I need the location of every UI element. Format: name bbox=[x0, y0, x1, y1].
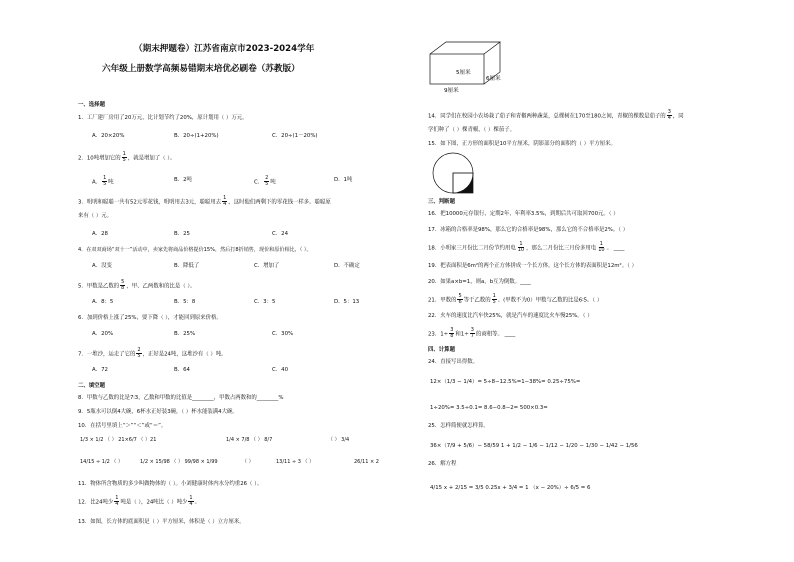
question-5: 5．甲数是乙数的 $\frac{5}{8}$ ，甲、乙两数和的比是（ ）。 bbox=[78, 279, 196, 292]
q2-fraction: $\frac{1}{5}$ bbox=[122, 151, 126, 164]
question-11: 11．物体所含物质的多少叫做物体的（ ）。小刘健康时体内水分约重26（ ）。 bbox=[78, 481, 263, 487]
q3-option-c: C．24 bbox=[272, 231, 289, 237]
q7-option-c: C．40 bbox=[272, 367, 289, 373]
question-10: 10．在括号里填上“＞”“＜”或“＝”。 bbox=[78, 423, 167, 429]
question-3: 3．明明和聪聪一共有52元零花钱，明明用去3元，聪聪用去 $\frac{1}{4}$ ，这时他们两剩下的零花钱一样多。聪聪原 bbox=[78, 195, 331, 208]
q10-row2-a: 14/15 ÷ 1/2 （ ） bbox=[80, 459, 124, 465]
page-title-line2: 六年级上册数学高频易错期末培优必刷卷（苏教版） bbox=[102, 64, 300, 74]
question-19: 19．把表面积是6m²的两个正方体拼成一个长方体，这个长方体的表面积是12m²。（ ） bbox=[428, 263, 637, 269]
q10-row2-c: （ ） bbox=[242, 459, 254, 465]
q18-fraction-2: $\frac{1}{10}$ bbox=[598, 241, 605, 254]
q10-row2-d: 13/11 ÷ 3 （ ） bbox=[276, 459, 315, 465]
question-3-line2: 来有（ ）元。 bbox=[78, 213, 113, 219]
q2-option-d: D．1吨 bbox=[334, 177, 353, 183]
q5-option-c: C．3：5 bbox=[254, 299, 276, 305]
q2-option-c: C． $\frac{2}{5}$ 吨 bbox=[254, 175, 276, 188]
section-heading-choice: 一、选择题 bbox=[78, 102, 105, 108]
q12-fraction-2: $\frac{1}{4}$ bbox=[189, 495, 193, 508]
cuboid-front-face bbox=[430, 54, 484, 84]
q6-option-c: C．30% bbox=[272, 331, 294, 337]
q14-fraction: $\frac{3}{4}$ bbox=[667, 109, 671, 122]
question-16: 16．把10000元存银行，定期2年，年利率3.5%，到期后共可取回700元。（ ） bbox=[428, 211, 619, 217]
q6-option-b: B．25% bbox=[174, 331, 196, 337]
question-23: 23．1÷ $\frac{3}{8}$ 和1÷ $\frac{3}{7}$ 的商相等。 ____ bbox=[428, 327, 516, 340]
cuboid-figure bbox=[428, 38, 518, 100]
question-13: 13．如图，长方体的底面积是（ ）平方厘米，体积是（ ）立方厘米。 bbox=[78, 519, 245, 525]
q5-option-d: D．5：13 bbox=[334, 299, 360, 305]
question-17: 17．冰箱的合格率是98%，那么它的合格率是98%，那么它的不合格率是2%。（ ） bbox=[428, 227, 629, 233]
q10-row1-c: （ ） 3/4 bbox=[328, 437, 350, 443]
question-21: 21．甲数的 $\frac{5}{6}$ 等于乙数的 $\frac{1}{5}$ 。(甲数不为0）甲数与乙数的比是6∶5。（ ） bbox=[428, 293, 603, 306]
q5-option-a: A．8：5 bbox=[92, 299, 114, 305]
q10-row1-a: 1/3 × 1/2 （ ） 21×6/7 （ ）21 bbox=[80, 437, 157, 443]
question-20: 20．如果a×b=1，则a，b互为倒数。____ bbox=[428, 279, 531, 285]
q4-option-c: C．增加了 bbox=[254, 263, 280, 269]
cuboid-height-label: 5厘米 bbox=[456, 70, 471, 76]
question-15: 15．如下图，正方形的面积是10平方厘米，阴影部分的面积约（ ）平方厘米。 bbox=[428, 141, 616, 147]
q10-row2-b: 1/2 × 15/98 （ ） 99/98 × 1/99 bbox=[140, 459, 218, 465]
question-8: 8．甲数与乙数的比是7∶3，乙数和甲数的比值是________，甲数占两数和的________% bbox=[78, 395, 284, 401]
page-title-line1: （期末押题卷）江苏省南京市2023-2024学年 bbox=[134, 44, 315, 54]
q3-fraction: $\frac{1}{4}$ bbox=[223, 195, 227, 208]
q12-fraction-1: $\frac{1}{4}$ bbox=[115, 495, 119, 508]
q7-option-b: B．64 bbox=[174, 367, 190, 373]
circle-square-figure bbox=[430, 150, 476, 196]
section-heading-fill: 二、填空题 bbox=[78, 383, 105, 389]
q2-text-post: ，就是增加了（ ）。 bbox=[127, 155, 176, 162]
q4-option-b: B．降低了 bbox=[174, 263, 200, 269]
question-1: 1．工厂建厂房用了20万元，比计划节约了20%，原计划用（ ）万元。 bbox=[78, 115, 248, 121]
q18-fraction-1: $\frac{1}{10}$ bbox=[517, 241, 525, 254]
q1-option-b: B．20÷(1+20%) bbox=[174, 133, 219, 139]
q21-fraction-2: $\frac{1}{5}$ bbox=[492, 293, 496, 306]
q23-fraction-1: $\frac{3}{8}$ bbox=[450, 327, 454, 340]
section-heading-judge: 三、判断题 bbox=[428, 199, 455, 205]
question-14-line2: 学们种了（ ）棵青椒，（ ）棵茄子。 bbox=[428, 127, 515, 133]
question-14: 14．同学们在校园小农场栽了茄子和青椒两种蔬菜，总棵树在170至180之间，青椒的棵数是茄子的 $\frac{3}{4}$ ，同 bbox=[428, 109, 684, 122]
question-9: 9．5瓶水可以倒4大碗，6杯水正好装3碗，（ ）杯水能装满4大碗。 bbox=[78, 409, 238, 415]
q10-row2-e: 26/11 × 2 bbox=[354, 459, 379, 465]
q3-option-b: B．25 bbox=[174, 231, 190, 237]
question-26: 26．解方程 bbox=[428, 461, 457, 467]
q1-option-c: C．20÷(1－20%) bbox=[272, 133, 318, 139]
q7-option-a: A．72 bbox=[92, 367, 108, 373]
cuboid-width-label: 6厘米 bbox=[486, 76, 501, 82]
q5-fraction: $\frac{5}{8}$ bbox=[121, 279, 125, 292]
cuboid-top-face bbox=[430, 42, 500, 54]
q4-option-d: D．不确定 bbox=[334, 263, 360, 269]
q1-option-a: A．20×20% bbox=[92, 133, 125, 139]
q2-option-a: A． $\frac{1}{5}$ 吨 bbox=[92, 175, 114, 188]
question-24: 24．直接写出得数。 bbox=[428, 359, 478, 365]
q2-option-b: B．2吨 bbox=[174, 177, 192, 183]
cuboid-length-label: 9厘米 bbox=[444, 88, 459, 94]
question-4: 4．在双双商场“双十一”活动中，卖家先将商品价格提价15%，然后打8折销售，现价和原价相比，（ ）。 bbox=[78, 247, 312, 253]
q5-option-b: B．5：8 bbox=[174, 299, 196, 305]
q7-fraction: $\frac{2}{5}$ bbox=[137, 347, 141, 360]
q23-fraction-2: $\frac{3}{7}$ bbox=[470, 327, 474, 340]
question-2 bbox=[78, 152, 175, 164]
q24-line1: 12×（1/3 − 1/4）= 5÷8−12.5%=1−38%= 0.25÷75%= bbox=[430, 379, 581, 385]
q2-text-pre: 2．10吨增加它的 bbox=[78, 155, 121, 162]
question-12: 12．比24吨少 $\frac{1}{4}$ 吨是（ ），24吨比（ ）吨少 $\frac{1}{4}$ 。 bbox=[78, 495, 200, 508]
question-6: 6．加到价格上涨了25%，要下降（ ），才能回到原来价格。 bbox=[78, 315, 222, 321]
question-22: 22．火车的速度比汽车快25%，就是汽车的速度比火车慢25%。（ ） bbox=[428, 313, 593, 319]
q6-option-a: A．20% bbox=[92, 331, 114, 337]
section-heading-calc: 四、计算题 bbox=[428, 347, 455, 353]
question-7: 7．一堆沙，运走了它的 $\frac{2}{5}$ ，正好是24吨，这堆沙有（ ）吨。 bbox=[78, 347, 227, 360]
q21-fraction-1: $\frac{5}{6}$ bbox=[458, 293, 462, 306]
q25-line1: 36×（7/9 + 5/6）− 58/59 1 + 1/2 − 1/6 − 1/12 − 1/20 − 1/30 − 1/42 − 1/56 bbox=[430, 443, 638, 449]
question-18: 18．小明家三月份比二月份节约用电 $\frac{1}{10}$ ，那么二月份比三月份多用电 $\frac{1}{10}$ 。 ____ bbox=[428, 241, 625, 254]
q4-option-a: A．没变 bbox=[92, 263, 112, 269]
q24-line2: 1÷20%= 3.5÷0.1= 8.6−0.8−2= 500×0.3= bbox=[430, 405, 548, 411]
q10-row1-b: 1/4 × 7/8 （ ） 8/7 bbox=[226, 437, 273, 443]
q3-option-a: A．28 bbox=[92, 231, 108, 237]
q26-line1: 4/15 x + 2/15 = 3/5 0.25x + 3/4 = 1 （x − 20%）÷ 6/5 = 6 bbox=[430, 485, 591, 491]
question-25: 25．怎样简便就怎样算。 bbox=[428, 423, 489, 429]
